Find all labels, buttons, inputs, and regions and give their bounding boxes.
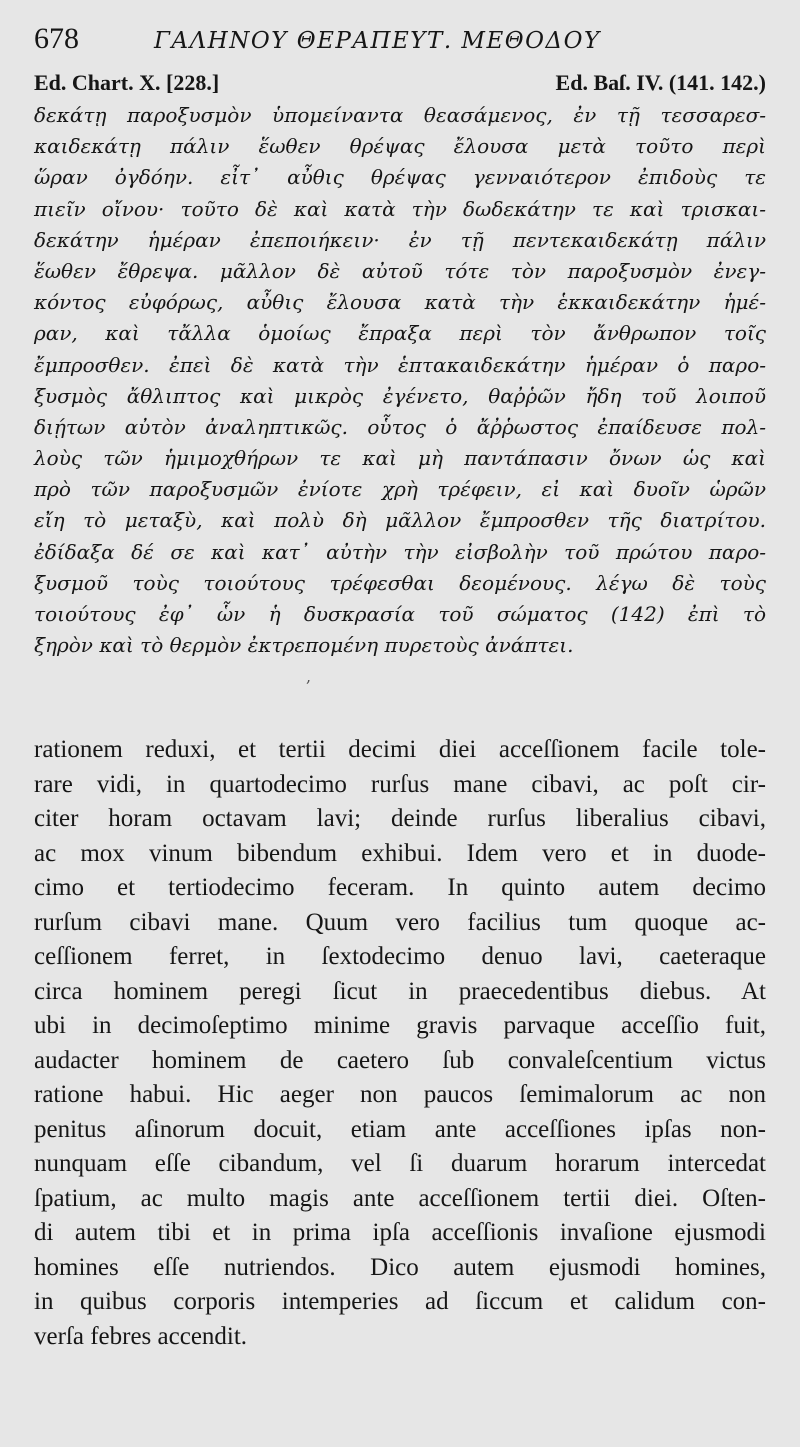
greek-text (34, 100, 766, 661)
greek-line: ξηρὸν καὶ τὸ θερμὸν ἐκτρεπομένη πυρετοὺς ἀνάπτει. (34, 633, 574, 658)
latin-line: penitus aſinorum docuit, etiam ante acceſſiones ipſas non- (34, 1115, 766, 1143)
running-title: ΓΑΛΗΝΟΥ ΘΕΡΑΠΕΥΤ. ΜΕΘΟΔΟΥ (154, 28, 601, 54)
greek-line: δεκάτῃ παροξυσμὸν ὑπομείναντα θεασάμενος, ἐν τῇ τεσσαρεσ- (34, 103, 766, 127)
latin-line: in quibus corporis intemperies ad ſiccum et calidum con- (34, 1288, 766, 1316)
greek-line: ραν, καὶ τἄλλα ὁμοίως ἔπραξα περὶ τὸν ἄνθρωπον τοῖς (34, 321, 766, 346)
latin-line: citer horam octavam lavi; deinde rurſus liberalius cibavi, (34, 805, 766, 833)
latin-line: ubi in decimoſeptimo minime gravis parvaque acceſſio fuit, (34, 1012, 766, 1040)
greek-line: πρὸ τῶν παροξυσμῶν ἐνίοτε χρὴ τρέφειν, εἰ καὶ δυοῖν ὡρῶν (34, 477, 766, 502)
latin-line: rationem reduxi, et tertii decimi diei acceſſionem facile tole- (34, 736, 766, 764)
basel-edition-ref: Ed. Baſ. IV. (141. 142.) (555, 70, 766, 95)
latin-line: nunquam eſſe cibandum, vel ſi duarum horarum intercedat (34, 1150, 766, 1178)
page-header (34, 22, 766, 68)
greek-line: καιδεκάτῃ πάλιν ἕωθεν θρέψας ἔλουσα μετὰ τοῦτο περὶ (34, 134, 766, 159)
latin-line: homines eſſe nutriendos. Dico autem ejusmodi homines, (34, 1253, 766, 1281)
greek-line: ὥραν ὀγδόην. εἶτ᾽ αὖθις θρέψας γενναιότερον ἐπιδοὺς τε (34, 165, 766, 190)
page-number: 678 (34, 22, 79, 55)
latin-line: rare vidi, in quartodecimo rurſus mane cibavi, ac poſt cir- (34, 770, 766, 798)
latin-line: ſpatium, ac multo magis ante acceſſionem tertii diei. Oſten- (34, 1184, 766, 1212)
chartier-edition-ref: Ed. Chart. X. [228.] (34, 70, 220, 95)
latin-line: rurſum cibavi mane. Quum vero facilius tum quoque ac- (34, 908, 766, 936)
greek-line: ξυσμοῦ τοὺς τοιούτους τρέφεσθαι δεομένους. λέγω δὲ τοὺς (34, 570, 766, 595)
latin-line: circa hominem peregi ſicut in praecedentibus diebus. At (34, 977, 766, 1005)
greek-line: ξυσμὸς ἄθλιπτος καὶ μικρὸς ἐγένετο, θαῤῥῶν ἤδη τοῦ λοιποῦ (34, 383, 766, 408)
latin-text (34, 733, 766, 1354)
latin-line: ratione habui. Hic aeger non paucos ſemimalorum ac non (34, 1081, 766, 1109)
greek-line: ἕωθεν ἔθρεψα. μᾶλλον δὲ αὐτοῦ τότε τὸν παροξυσμὸν ἐνεγ- (34, 258, 766, 283)
latin-line: cimo et tertiodecimo feceram. In quinto autem decimo (34, 874, 766, 902)
greek-line: διῄτων αὐτὸν ἀναληπτικῶς. οὗτος ὁ ἄῤῥωστος ἐπαίδευσε πολ- (34, 414, 766, 439)
greek-line: εἴη τὸ μεταξὺ, καὶ πολὺ δὴ μᾶλλον ἔμπροσθεν τῆς διατρίτου. (34, 508, 766, 533)
greek-line: κόντος εὐφόρως, αὖθις ἔλουσα κατὰ τὴν ἑκκαιδεκάτην ἡμέ- (34, 290, 766, 315)
greek-line: πιεῖν οἴνου· τοῦτο δὲ καὶ κατὰ τὴν δωδεκάτην τε καὶ τρισκαι- (34, 196, 766, 221)
latin-line: ac mox vinum bibendum exhibui. Idem vero et in duode- (34, 839, 766, 867)
section-gap (34, 661, 766, 733)
latin-line: ceſſionem ferret, in ſextodecimo denuo lavi, caeteraque (34, 943, 766, 971)
greek-line: ἔμπροσθεν. ἐπεὶ δὲ κατὰ τὴν ἑπτακαιδεκάτην ἡμέραν ὁ παρο- (34, 352, 766, 377)
stray-mark: , (306, 667, 312, 687)
latin-line: audacter hominem de caetero ſub convaleſcentium victus (34, 1046, 766, 1074)
latin-line: di autem tibi et in prima ipſa acceſſionis invaſione ejusmodi (34, 1219, 766, 1247)
greek-line: τοιούτους ἐφ᾽ ὧν ἡ δυσκρασία τοῦ σώματος (142) ἐπὶ τὸ (34, 602, 766, 626)
latin-line: verſa febres accendit. (34, 1322, 248, 1350)
greek-line: δεκάτην ἡμέραν ἐπεποιήκειν· ἐν τῇ πεντεκαιδεκάτῃ πάλιν (34, 227, 766, 252)
greek-line: ἐδίδαξα δέ σε καὶ κατ᾽ αὐτὴν τὴν εἰσβολὴν τοῦ πρώτου παρο- (34, 539, 766, 564)
greek-line: λοὺς τῶν ἡμιμοχθήρων τε καὶ μὴ παντάπασιν ὄνων ὡς καὶ (34, 446, 766, 471)
edition-references (34, 68, 766, 98)
